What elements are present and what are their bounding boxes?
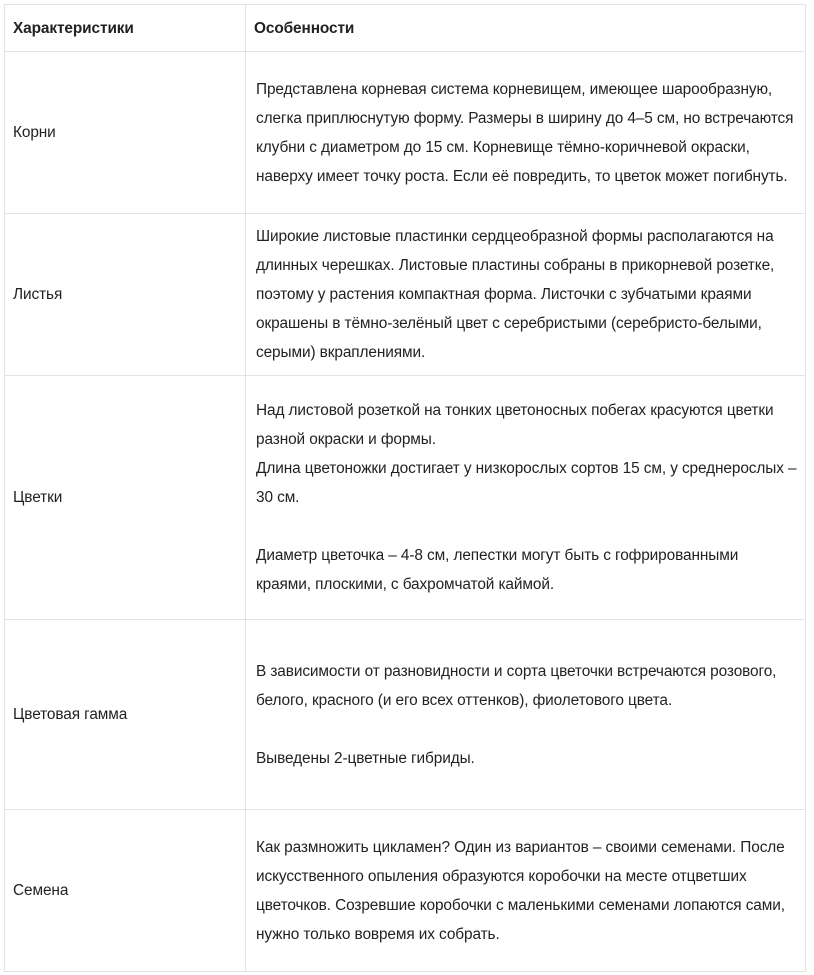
description-paragraph: Широкие листовые пластинки сердцеобразной формы располагаются на длинных черешках. Листовые пластины собраны в прикорневой розетке, поэтому у растения компактная форма. Листочки с зубчатыми краями окрашены в тёмно-зелёный цвет с серебристыми (серебристо-белыми, серыми) вкраплениями.	[256, 228, 775, 361]
table-row	[5, 620, 806, 810]
table-header-row	[5, 5, 806, 52]
table-row	[5, 810, 806, 972]
table-row	[5, 214, 806, 376]
row-label-roots: Корни	[5, 52, 246, 214]
row-description	[246, 214, 806, 376]
row-description	[246, 376, 806, 620]
header-characteristic: Характеристики	[5, 5, 246, 52]
row-description	[246, 810, 806, 972]
description-paragraph: Над листовой розеткой на тонких цветоносных побегах красуются цветки разной окраски и формы.	[256, 402, 774, 448]
description-paragraph: Представлена корневая система корневищем, имеющее шарообразную, слегка приплюснутую форму. Размеры в ширину до 4–5 см, но встречаются клубни с диаметром до 15 см. Корневище тёмно-коричневой окраски, наверху имеет точку роста. Если её повредить, то цветок может погибнуть.	[256, 80, 794, 185]
table-row	[5, 52, 806, 214]
description-paragraph: В зависимости от разновидности и сорта цветочки встречаются розового, белого, красного (и его всех оттенков), фиолетового цвета.	[256, 662, 777, 709]
description-paragraph: Диаметр цветочка – 4-8 см, лепестки могут быть с гофрированными краями, плоскими, с бахромчатой каймой.	[256, 547, 739, 593]
row-description	[246, 620, 806, 810]
header-features: Особенности	[246, 5, 806, 52]
row-label-flowers: Цветки	[5, 376, 246, 620]
table-row	[5, 376, 806, 620]
row-description	[246, 52, 806, 214]
row-label-leaves: Листья	[5, 214, 246, 376]
features-table	[4, 4, 806, 972]
row-label-color-range: Цветовая гамма	[5, 620, 246, 810]
row-label-seeds: Семена	[5, 810, 246, 972]
description-paragraph: Длина цветоножки достигает у низкорослых сортов 15 см, у среднерослых – 30 см.	[256, 460, 797, 506]
description-paragraph: Выведены 2-цветные гибриды.	[256, 749, 475, 767]
description-paragraph: Как размножить цикламен? Один из вариантов – своими семенами. После искусственного опыления образуются коробочки на месте отцветших цветочков. Созревшие коробочки с маленькими семенами лопаются сами, нужно только вовремя их собрать.	[256, 838, 785, 943]
